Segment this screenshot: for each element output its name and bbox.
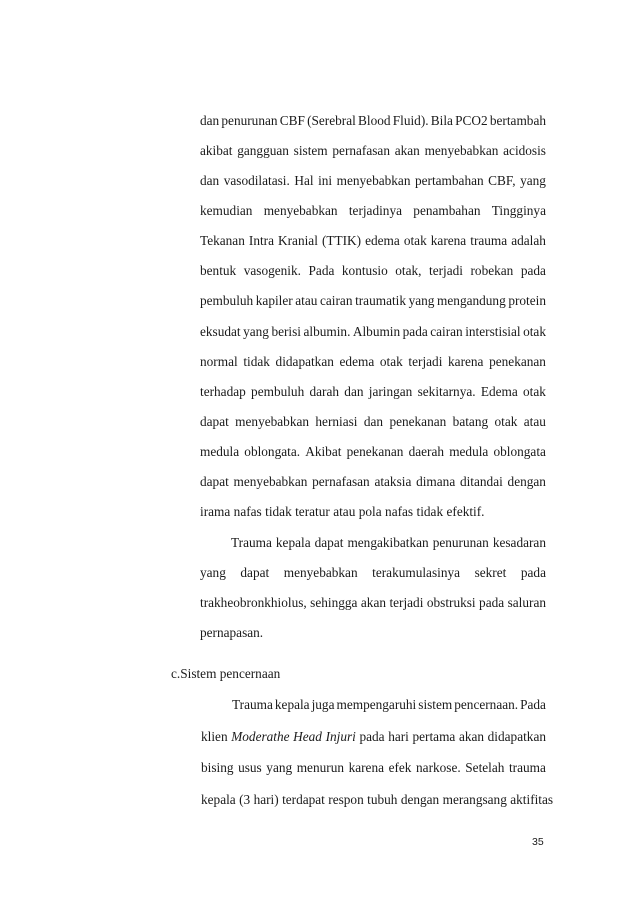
paragraph-line: bising usus yang menurun karena efek narkose. Setelah trauma: [201, 760, 546, 776]
paragraph-line: dan vasodilatasi. Hal ini menyebabkan pertambahan CBF, yang: [200, 173, 546, 189]
paragraph-line: bentuk vasogenik. Pada kontusio otak, terjadi robekan pada: [200, 263, 546, 279]
paragraph-line: yang dapat menyebabkan terakumulasinya sekret pada: [200, 565, 546, 580]
paragraph-line: pembuluh kapiler atau cairan traumatik yang mengandung protein: [200, 293, 546, 309]
page-number: 35: [532, 836, 544, 848]
paragraph-line: irama nafas tidak teratur atau pola nafas tidak efektif.: [200, 504, 485, 520]
paragraph-line: dapat menyebabkan herniasi dan penekanan batang otak atau: [200, 413, 546, 429]
paragraph-line: Trauma kepala dapat mengakibatkan penurunan kesadaran: [231, 535, 546, 550]
paragraph-line: akibat gangguan sistem pernafasan akan menyebabkan acidosis: [200, 143, 546, 159]
paragraph-line: normal tidak didapatkan edema otak terjadi karena penekanan: [200, 353, 546, 369]
paragraph-line: kepala (3 hari) terdapat respon tubuh dengan merangsang aktifitas: [201, 791, 554, 807]
paragraph-line: pernapasan.: [200, 625, 264, 640]
paragraph-line: Trauma kepala juga mempengaruhi sistem pencernaan. Pada: [232, 697, 546, 712]
paragraph-line: dan penurunan CBF (Serebral Blood Fluid). Bila PCO2 bertambah: [200, 113, 546, 128]
section-heading: c.Sistem pencernaan: [171, 666, 281, 681]
paragraph-line: dapat menyebabkan pernafasan ataksia dimana ditandai dengan: [200, 473, 546, 489]
paragraph-line: kemudian menyebabkan terjadinya penambahan Tingginya: [200, 203, 546, 219]
paragraph-line: terhadap pembuluh darah dan jaringan sekitarnya. Edema otak: [200, 383, 546, 399]
paragraph-line: medula oblongata. Akibat penekanan daerah medula oblongata: [200, 443, 546, 459]
paragraph-line: Tekanan Intra Kranial (TTIK) edema otak karena trauma adalah: [200, 233, 546, 249]
paragraph-line: eksudat yang berisi albumin. Albumin pada cairan interstisial otak: [200, 323, 546, 339]
paragraph-line: trakheobronkhiolus, sehingga akan terjadi obstruksi pada saluran: [200, 595, 546, 610]
paragraph-line: klien Moderathe Head Injuri pada hari pertama akan didapatkan: [201, 728, 546, 744]
